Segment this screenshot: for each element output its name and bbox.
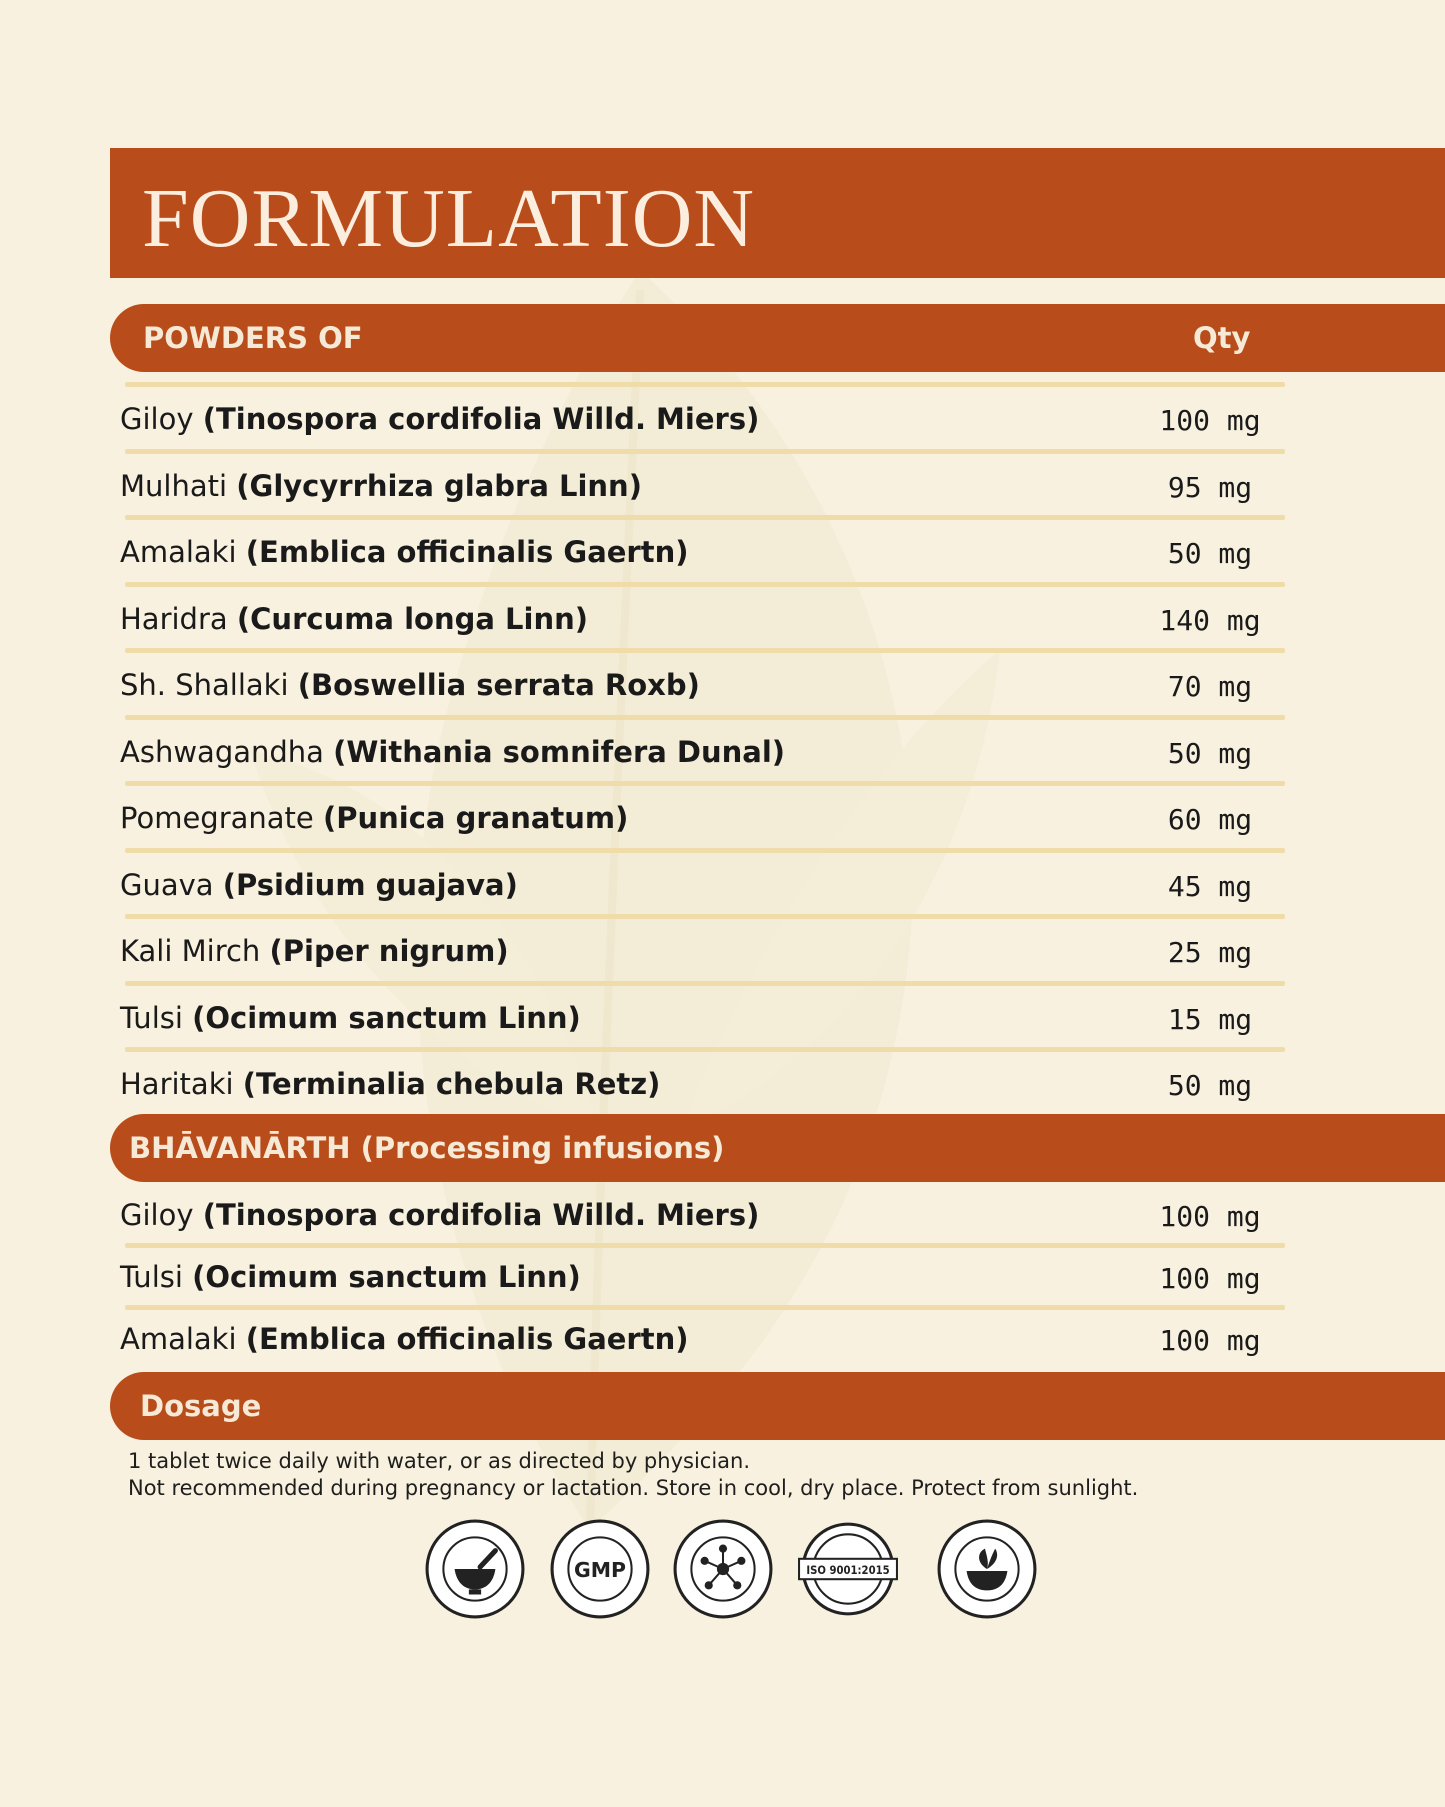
list-item xyxy=(115,1188,1290,1248)
ingredient-qty: 45 mg xyxy=(1167,869,1253,903)
ingredient-qty: 15 mg xyxy=(1167,1002,1253,1036)
ingredient-qty: 70 mg xyxy=(1167,670,1253,703)
common-name: Ashwagandha xyxy=(120,734,324,769)
common-name: Guava xyxy=(120,867,214,902)
list-item xyxy=(115,791,1290,851)
row-separator xyxy=(125,781,1285,786)
common-name: Amalaki xyxy=(120,1322,237,1356)
powders-header: POWDERS OF xyxy=(143,321,363,355)
list-item xyxy=(115,1250,1290,1310)
ingredient-qty: 100 mg xyxy=(1159,404,1261,437)
common-name: Amalaki xyxy=(120,535,237,569)
ingredient-name xyxy=(120,402,759,436)
ingredient-name xyxy=(120,735,785,769)
common-name: Kali Mirch xyxy=(120,934,261,968)
botanical-name: (Emblica officinalis Gaertn) xyxy=(245,1322,689,1356)
list-item xyxy=(115,924,1290,984)
dosage-line-1: 1 tablet twice daily with water, or as directed by physician. xyxy=(128,1449,751,1473)
row-separator xyxy=(125,715,1285,720)
qty-header: Qty xyxy=(1193,321,1251,355)
row-separator xyxy=(125,582,1285,587)
ingredient-qty: 25 mg xyxy=(1167,936,1253,969)
ingredient-name xyxy=(120,535,689,569)
row-separator xyxy=(125,449,1285,454)
botanical-name: (Piper nigrum) xyxy=(269,934,509,968)
common-name: Mulhati xyxy=(120,468,228,503)
list-item xyxy=(115,725,1290,785)
ingredient-qty: 60 mg xyxy=(1167,803,1253,836)
dosage-line-2: Not recommended during pregnancy or lactation. Store in cool, dry place. Protect from sunlight. xyxy=(128,1476,1139,1500)
row-separator xyxy=(125,848,1285,853)
row-separator xyxy=(125,914,1285,919)
botanical-name: (Psidium guajava) xyxy=(222,867,518,902)
list-item xyxy=(115,459,1290,519)
list-item xyxy=(115,592,1290,652)
botanical-name: (Withania somnifera Dunal) xyxy=(333,734,786,769)
powders-header-bar xyxy=(110,304,1445,372)
ingredient-name xyxy=(120,868,518,902)
ingredient-qty: 50 mg xyxy=(1167,1069,1253,1102)
ingredient-qty: 95 mg xyxy=(1167,470,1253,504)
row-separator xyxy=(125,981,1285,986)
list-item xyxy=(115,525,1290,585)
page-title: FORMULATION xyxy=(142,172,756,265)
dosage-header: Dosage xyxy=(140,1389,262,1423)
common-name: Giloy xyxy=(120,402,194,436)
certification-badges xyxy=(0,1518,1445,1623)
ingredient-name xyxy=(120,1260,581,1294)
botanical-name: (Tinospora cordifolia Willd. Miers) xyxy=(202,1198,760,1232)
common-name: Haridra xyxy=(120,601,228,636)
ingredient-name xyxy=(120,1001,581,1035)
row-separator xyxy=(125,1305,1285,1310)
herb-bowl-icon xyxy=(936,1518,1038,1620)
row-separator xyxy=(125,1243,1285,1248)
dosage-text xyxy=(128,1448,1138,1502)
botanical-name: (Terminalia chebula Retz) xyxy=(242,1067,661,1101)
list-item xyxy=(115,658,1290,718)
ingredient-qty: 50 mg xyxy=(1167,537,1253,570)
molecule-icon xyxy=(672,1518,774,1620)
botanical-name: (Curcuma longa Linn) xyxy=(236,601,588,636)
list-item xyxy=(115,1312,1290,1372)
bhavanarth-header: BHĀVANĀRTH (Processing infusions) xyxy=(129,1131,725,1165)
list-item xyxy=(115,1057,1290,1117)
row-separator xyxy=(125,382,1285,387)
common-name: Sh. Shallaki xyxy=(120,668,289,702)
ingredient-qty: 100 mg xyxy=(1159,1324,1261,1357)
iso-badge-label: ISO 9001:2015 xyxy=(806,1564,890,1578)
botanical-name: (Glycyrrhiza glabra Linn) xyxy=(236,468,642,503)
title-banner xyxy=(110,148,1445,278)
list-item xyxy=(115,991,1290,1051)
gmp-badge-label: GMP xyxy=(574,1558,626,1583)
botanical-name: (Ocimum sanctum Linn) xyxy=(192,1260,581,1294)
common-name: Tulsi xyxy=(120,1000,183,1035)
ingredient-qty: 50 mg xyxy=(1167,736,1253,770)
iso-icon xyxy=(797,1518,899,1620)
list-item xyxy=(115,392,1290,452)
ingredient-name xyxy=(120,1322,689,1356)
dosage-header-bar xyxy=(110,1372,1445,1440)
ingredient-name xyxy=(120,934,509,968)
botanical-name: (Tinospora cordifolia Willd. Miers) xyxy=(202,402,760,436)
ingredient-name xyxy=(120,668,700,702)
ingredient-name xyxy=(120,1067,660,1101)
common-name: Giloy xyxy=(120,1198,194,1232)
common-name: Pomegranate xyxy=(120,801,314,835)
common-name: Haritaki xyxy=(120,1067,234,1101)
botanical-name: (Boswellia serrata Roxb) xyxy=(297,668,700,702)
ingredient-name xyxy=(120,469,642,503)
gmp-icon xyxy=(549,1518,651,1620)
botanical-name: (Ocimum sanctum Linn) xyxy=(192,1000,581,1035)
list-item xyxy=(115,858,1290,918)
row-separator xyxy=(125,515,1285,520)
ingredient-name xyxy=(120,1198,759,1232)
ingredient-qty: 100 mg xyxy=(1159,1200,1261,1233)
bhavanarth-header-bar xyxy=(110,1114,1445,1182)
botanical-name: (Emblica officinalis Gaertn) xyxy=(245,535,689,569)
row-separator xyxy=(125,648,1285,653)
ingredient-qty: 140 mg xyxy=(1159,603,1261,637)
ingredient-name xyxy=(120,602,588,636)
botanical-name: (Punica granatum) xyxy=(322,801,629,835)
row-separator xyxy=(125,1047,1285,1052)
ingredient-name xyxy=(120,801,628,835)
ingredient-qty: 100 mg xyxy=(1159,1262,1261,1295)
common-name: Tulsi xyxy=(120,1260,183,1294)
mortar-pestle-icon xyxy=(424,1518,526,1620)
